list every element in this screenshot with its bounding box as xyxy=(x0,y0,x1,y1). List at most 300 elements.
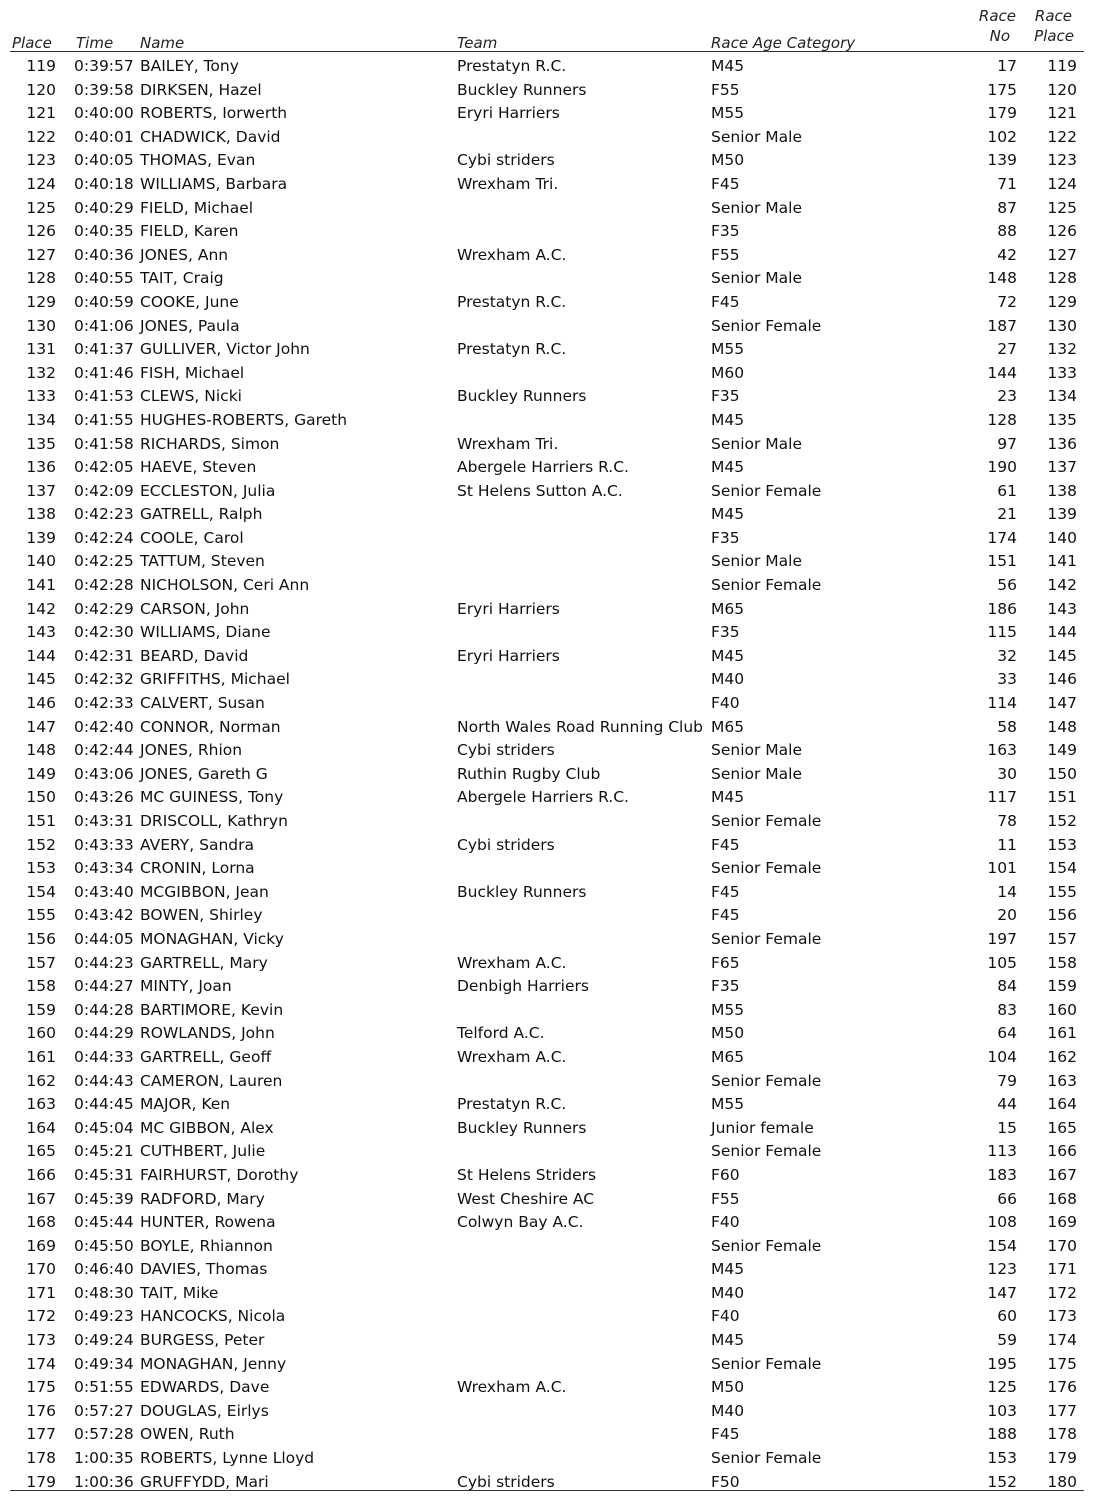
name-cell: TATTUM, Steven xyxy=(140,552,265,571)
time-cell: 0:40:05 xyxy=(74,151,134,170)
race-no-cell: 21 xyxy=(997,505,1017,524)
category-cell: F45 xyxy=(711,835,740,854)
table-row xyxy=(0,101,1095,125)
race-no-cell: 183 xyxy=(987,1165,1017,1184)
race-no-cell: 60 xyxy=(997,1307,1017,1326)
time-cell: 0:42:24 xyxy=(74,528,134,547)
race-place-cell: 180 xyxy=(1047,1472,1077,1491)
race-no-cell: 117 xyxy=(987,788,1017,807)
time-cell: 0:43:40 xyxy=(74,882,134,901)
race-no-cell: 115 xyxy=(987,623,1017,642)
time-cell: 0:42:09 xyxy=(74,481,134,500)
category-cell: Senior Female xyxy=(711,859,822,878)
race-no-cell: 125 xyxy=(987,1378,1017,1397)
time-cell: 0:41:58 xyxy=(74,434,134,453)
race-place-cell: 160 xyxy=(1047,1000,1077,1019)
footer-divider xyxy=(10,1490,1084,1491)
name-cell: GRUFFYDD, Mari xyxy=(140,1472,269,1491)
category-cell: F55 xyxy=(711,1189,740,1208)
table-row xyxy=(0,361,1095,385)
time-cell: 0:49:34 xyxy=(74,1354,134,1373)
team-cell: Eryri Harriers xyxy=(457,104,560,123)
place-cell: 126 xyxy=(26,222,56,241)
team-cell: St Helens Sutton A.C. xyxy=(457,481,623,500)
category-cell: M40 xyxy=(711,1401,745,1420)
category-cell: Senior Male xyxy=(711,741,803,760)
time-cell: 0:46:40 xyxy=(74,1260,134,1279)
race-place-cell: 142 xyxy=(1047,576,1077,595)
place-cell: 153 xyxy=(26,859,56,878)
time-cell: 0:43:34 xyxy=(74,859,134,878)
time-cell: 0:44:33 xyxy=(74,1047,134,1066)
category-cell: M45 xyxy=(711,505,745,524)
category-cell: Senior Male xyxy=(711,552,803,571)
place-cell: 131 xyxy=(26,340,56,359)
race-place-cell: 127 xyxy=(1047,245,1077,264)
name-cell: WILLIAMS, Diane xyxy=(140,623,271,642)
race-no-cell: 113 xyxy=(987,1142,1017,1161)
category-cell: Junior female xyxy=(711,1118,814,1137)
team-cell: Ruthin Rugby Club xyxy=(457,764,601,783)
race-no-cell: 33 xyxy=(997,670,1017,689)
time-cell: 0:44:28 xyxy=(74,1000,134,1019)
race-no-cell: 20 xyxy=(997,906,1017,925)
table-row xyxy=(0,903,1095,927)
time-cell: 1:00:35 xyxy=(74,1449,134,1468)
table-row xyxy=(0,927,1095,951)
table-row xyxy=(0,408,1095,432)
team-cell: Wrexham A.C. xyxy=(457,1047,567,1066)
race-no-cell: 151 xyxy=(987,552,1017,571)
time-cell: 1:00:36 xyxy=(74,1472,134,1491)
category-cell: Senior Male xyxy=(711,127,803,146)
category-cell: F45 xyxy=(711,882,740,901)
place-cell: 125 xyxy=(26,198,56,217)
table-row xyxy=(0,1021,1095,1045)
team-cell: Cybi striders xyxy=(457,1472,555,1491)
name-cell: MONAGHAN, Vicky xyxy=(140,929,284,948)
race-no-cell: 56 xyxy=(997,576,1017,595)
table-row xyxy=(0,1210,1095,1234)
table-row xyxy=(0,1234,1095,1258)
team-cell: Buckley Runners xyxy=(457,1118,587,1137)
race-no-cell: 179 xyxy=(987,104,1017,123)
category-cell: F55 xyxy=(711,80,740,99)
table-row xyxy=(0,78,1095,102)
race-place-cell: 120 xyxy=(1047,80,1077,99)
race-no-cell: 186 xyxy=(987,599,1017,618)
category-cell: M55 xyxy=(711,1000,745,1019)
place-cell: 150 xyxy=(26,788,56,807)
time-cell: 0:39:57 xyxy=(74,57,134,75)
race-no-cell: 188 xyxy=(987,1425,1017,1444)
category-cell: F60 xyxy=(711,1165,740,1184)
category-cell: M40 xyxy=(711,670,745,689)
table-row xyxy=(0,1257,1095,1281)
race-place-cell: 164 xyxy=(1047,1095,1077,1114)
race-place-cell: 158 xyxy=(1047,953,1077,972)
time-cell: 0:41:53 xyxy=(74,387,134,406)
time-cell: 0:42:05 xyxy=(74,458,134,477)
team-cell: Telford A.C. xyxy=(457,1024,545,1043)
time-cell: 0:49:24 xyxy=(74,1331,134,1350)
team-cell: Wrexham A.C. xyxy=(457,953,567,972)
name-cell: CARSON, John xyxy=(140,599,250,618)
time-cell: 0:51:55 xyxy=(74,1378,134,1397)
team-cell: Prestatyn R.C. xyxy=(457,1095,567,1114)
name-cell: NICHOLSON, Ceri Ann xyxy=(140,576,310,595)
table-row xyxy=(0,785,1095,809)
table-row xyxy=(0,998,1095,1022)
table-row xyxy=(0,337,1095,361)
race-no-cell: 84 xyxy=(997,977,1017,996)
category-cell: Senior Female xyxy=(711,1449,822,1468)
race-no-cell: 64 xyxy=(997,1024,1017,1043)
place-cell: 174 xyxy=(26,1354,56,1373)
race-place-cell: 147 xyxy=(1047,694,1077,713)
time-cell: 0:40:00 xyxy=(74,104,134,123)
time-cell: 0:45:21 xyxy=(74,1142,134,1161)
time-cell: 0:40:18 xyxy=(74,174,134,193)
table-row xyxy=(0,833,1095,857)
race-no-cell: 104 xyxy=(987,1047,1017,1066)
race-no-cell: 175 xyxy=(987,80,1017,99)
place-cell: 154 xyxy=(26,882,56,901)
time-cell: 0:42:33 xyxy=(74,694,134,713)
time-cell: 0:44:43 xyxy=(74,1071,134,1090)
time-cell: 0:40:59 xyxy=(74,292,134,311)
name-cell: JONES, Ann xyxy=(140,245,229,264)
race-place-cell: 146 xyxy=(1047,670,1077,689)
name-cell: GARTRELL, Geoff xyxy=(140,1047,272,1066)
name-cell: TAIT, Craig xyxy=(140,269,224,288)
category-cell: F35 xyxy=(711,222,740,241)
race-no-cell: 114 xyxy=(987,694,1017,713)
race-no-cell: 108 xyxy=(987,1213,1017,1232)
time-cell: 0:57:27 xyxy=(74,1401,134,1420)
name-cell: MC GIBBON, Alex xyxy=(140,1118,274,1137)
race-no-cell: 154 xyxy=(987,1236,1017,1255)
race-place-cell: 126 xyxy=(1047,222,1077,241)
table-row xyxy=(0,597,1095,621)
header-team: Team xyxy=(457,34,498,52)
race-place-cell: 172 xyxy=(1047,1283,1077,1302)
race-place-cell: 167 xyxy=(1047,1165,1077,1184)
race-place-cell: 151 xyxy=(1047,788,1077,807)
time-cell: 0:45:31 xyxy=(74,1165,134,1184)
race-place-cell: 145 xyxy=(1047,646,1077,665)
category-cell: M45 xyxy=(711,57,745,75)
race-place-cell: 170 xyxy=(1047,1236,1077,1255)
place-cell: 146 xyxy=(26,694,56,713)
category-cell: M50 xyxy=(711,1378,745,1397)
table-row xyxy=(0,125,1095,149)
time-cell: 0:49:23 xyxy=(74,1307,134,1326)
race-no-cell: 187 xyxy=(987,316,1017,335)
category-cell: Senior Female xyxy=(711,576,822,595)
name-cell: ROWLANDS, John xyxy=(140,1024,275,1043)
category-cell: F45 xyxy=(711,292,740,311)
team-cell: Prestatyn R.C. xyxy=(457,57,567,75)
table-row xyxy=(0,526,1095,550)
place-cell: 164 xyxy=(26,1118,56,1137)
table-row xyxy=(0,1422,1095,1446)
race-no-cell: 190 xyxy=(987,458,1017,477)
place-cell: 152 xyxy=(26,835,56,854)
table-row xyxy=(0,172,1095,196)
category-cell: M55 xyxy=(711,340,745,359)
team-cell: Wrexham Tri. xyxy=(457,434,559,453)
table-row xyxy=(0,1092,1095,1116)
race-place-cell: 163 xyxy=(1047,1071,1077,1090)
category-cell: M45 xyxy=(711,458,745,477)
race-no-cell: 163 xyxy=(987,741,1017,760)
place-cell: 136 xyxy=(26,458,56,477)
time-cell: 0:43:31 xyxy=(74,812,134,830)
name-cell: MINTY, Joan xyxy=(140,977,232,996)
name-cell: BARTIMORE, Kevin xyxy=(140,1000,284,1019)
name-cell: OWEN, Ruth xyxy=(140,1425,235,1444)
place-cell: 134 xyxy=(26,410,56,429)
race-place-cell: 122 xyxy=(1047,127,1077,146)
team-cell: St Helens Striders xyxy=(457,1165,597,1184)
place-cell: 135 xyxy=(26,434,56,453)
race-no-cell: 32 xyxy=(997,646,1017,665)
time-cell: 0:44:27 xyxy=(74,977,134,996)
time-cell: 0:43:26 xyxy=(74,788,134,807)
race-place-cell: 123 xyxy=(1047,151,1077,170)
table-row xyxy=(0,620,1095,644)
table-row xyxy=(0,148,1095,172)
name-cell: BAILEY, Tony xyxy=(140,57,239,75)
category-cell: Senior Male xyxy=(711,198,803,217)
race-no-cell: 14 xyxy=(997,882,1017,901)
category-cell: F35 xyxy=(711,387,740,406)
race-no-cell: 147 xyxy=(987,1283,1017,1302)
team-cell: Buckley Runners xyxy=(457,387,587,406)
time-cell: 0:41:55 xyxy=(74,410,134,429)
category-cell: M40 xyxy=(711,1283,745,1302)
race-place-cell: 165 xyxy=(1047,1118,1077,1137)
table-row xyxy=(0,1304,1095,1328)
race-place-cell: 161 xyxy=(1047,1024,1077,1043)
race-no-cell: 42 xyxy=(997,245,1017,264)
category-cell: Senior Female xyxy=(711,929,822,948)
table-row xyxy=(0,1281,1095,1305)
race-no-cell: 101 xyxy=(987,859,1017,878)
category-cell: Senior Female xyxy=(711,1354,822,1373)
category-cell: Senior Female xyxy=(711,1236,822,1255)
name-cell: GULLIVER, Victor John xyxy=(140,340,310,359)
place-cell: 171 xyxy=(26,1283,56,1302)
name-cell: MCGIBBON, Jean xyxy=(140,882,269,901)
time-cell: 0:44:29 xyxy=(74,1024,134,1043)
place-cell: 166 xyxy=(26,1165,56,1184)
place-cell: 163 xyxy=(26,1095,56,1114)
race-place-cell: 169 xyxy=(1047,1213,1077,1232)
name-cell: WILLIAMS, Barbara xyxy=(140,174,288,193)
name-cell: CALVERT, Susan xyxy=(140,694,265,713)
name-cell: TAIT, Mike xyxy=(140,1283,219,1302)
table-row xyxy=(0,644,1095,668)
table-row xyxy=(0,243,1095,267)
team-cell: Cybi striders xyxy=(457,835,555,854)
table-row xyxy=(0,219,1095,243)
name-cell: AVERY, Sandra xyxy=(140,835,254,854)
race-place-cell: 166 xyxy=(1047,1142,1077,1161)
category-cell: F65 xyxy=(711,953,740,972)
race-place-cell: 162 xyxy=(1047,1047,1077,1066)
table-row xyxy=(0,196,1095,220)
time-cell: 0:57:28 xyxy=(74,1425,134,1444)
place-cell: 148 xyxy=(26,741,56,760)
category-cell: F45 xyxy=(711,1425,740,1444)
category-cell: Senior Female xyxy=(711,1071,822,1090)
place-cell: 157 xyxy=(26,953,56,972)
name-cell: CHADWICK, David xyxy=(140,127,281,146)
team-cell: Wrexham A.C. xyxy=(457,245,567,264)
table-row xyxy=(0,1069,1095,1093)
race-place-cell: 148 xyxy=(1047,717,1077,736)
time-cell: 0:42:30 xyxy=(74,623,134,642)
category-cell: M55 xyxy=(711,104,745,123)
place-cell: 177 xyxy=(26,1425,56,1444)
place-cell: 176 xyxy=(26,1401,56,1420)
name-cell: COOKE, June xyxy=(140,292,239,311)
time-cell: 0:45:44 xyxy=(74,1213,134,1232)
place-cell: 142 xyxy=(26,599,56,618)
race-no-cell: 88 xyxy=(997,222,1017,241)
time-cell: 0:45:50 xyxy=(74,1236,134,1255)
name-cell: EDWARDS, Dave xyxy=(140,1378,270,1397)
race-place-cell: 130 xyxy=(1047,316,1077,335)
name-cell: FIELD, Karen xyxy=(140,222,239,241)
race-place-cell: 135 xyxy=(1047,410,1077,429)
table-row xyxy=(0,1352,1095,1376)
name-cell: BOYLE, Rhiannon xyxy=(140,1236,273,1255)
time-cell: 0:48:30 xyxy=(74,1283,134,1302)
table-row xyxy=(0,1163,1095,1187)
table-row xyxy=(0,715,1095,739)
table-row xyxy=(0,549,1095,573)
race-no-cell: 153 xyxy=(987,1449,1017,1468)
category-cell: F50 xyxy=(711,1472,740,1491)
place-cell: 127 xyxy=(26,245,56,264)
header-race-age-category: Race Age Category xyxy=(711,34,856,52)
name-cell: HAEVE, Steven xyxy=(140,458,257,477)
race-place-cell: 139 xyxy=(1047,505,1077,524)
team-cell: Wrexham Tri. xyxy=(457,174,559,193)
race-place-cell: 125 xyxy=(1047,198,1077,217)
place-cell: 159 xyxy=(26,1000,56,1019)
race-no-cell: 123 xyxy=(987,1260,1017,1279)
place-cell: 161 xyxy=(26,1047,56,1066)
table-row xyxy=(0,573,1095,597)
category-cell: M60 xyxy=(711,363,745,382)
place-cell: 165 xyxy=(26,1142,56,1161)
race-place-cell: 129 xyxy=(1047,292,1077,311)
name-cell: GRIFFITHS, Michael xyxy=(140,670,290,689)
race-no-cell: 148 xyxy=(987,269,1017,288)
time-cell: 0:43:42 xyxy=(74,906,134,925)
category-cell: F45 xyxy=(711,906,740,925)
race-no-cell: 11 xyxy=(997,835,1017,854)
race-place-cell: 154 xyxy=(1047,859,1077,878)
name-cell: ROBERTS, Lynne Lloyd xyxy=(140,1449,315,1468)
header-race-place-line2: Place xyxy=(1034,27,1074,45)
place-cell: 162 xyxy=(26,1071,56,1090)
category-cell: M50 xyxy=(711,151,745,170)
race-no-cell: 58 xyxy=(997,717,1017,736)
table-row xyxy=(0,266,1095,290)
race-no-cell: 71 xyxy=(997,174,1017,193)
table-row xyxy=(0,809,1095,833)
race-no-cell: 83 xyxy=(997,1000,1017,1019)
name-cell: ROBERTS, Iorwerth xyxy=(140,104,288,123)
name-cell: HANCOCKS, Nicola xyxy=(140,1307,286,1326)
category-cell: M65 xyxy=(711,599,745,618)
category-cell: Senior Male xyxy=(711,434,803,453)
race-place-cell: 157 xyxy=(1047,929,1077,948)
place-cell: 178 xyxy=(26,1449,56,1468)
time-cell: 0:44:23 xyxy=(74,953,134,972)
race-no-cell: 197 xyxy=(987,929,1017,948)
name-cell: CLEWS, Nicki xyxy=(140,387,242,406)
category-cell: F40 xyxy=(711,1213,740,1232)
race-place-cell: 128 xyxy=(1047,269,1077,288)
table-row xyxy=(0,667,1095,691)
place-cell: 156 xyxy=(26,929,56,948)
name-cell: CONNOR, Norman xyxy=(140,717,281,736)
place-cell: 155 xyxy=(26,906,56,925)
race-place-cell: 159 xyxy=(1047,977,1077,996)
category-cell: M45 xyxy=(711,646,745,665)
category-cell: M45 xyxy=(711,1260,745,1279)
category-cell: M45 xyxy=(711,788,745,807)
category-cell: M65 xyxy=(711,717,745,736)
time-cell: 0:40:36 xyxy=(74,245,134,264)
race-no-cell: 27 xyxy=(997,340,1017,359)
race-place-cell: 132 xyxy=(1047,340,1077,359)
race-place-cell: 153 xyxy=(1047,835,1077,854)
place-cell: 119 xyxy=(26,57,56,75)
category-cell: M45 xyxy=(711,410,745,429)
category-cell: Senior Female xyxy=(711,812,822,830)
place-cell: 128 xyxy=(26,269,56,288)
place-cell: 132 xyxy=(26,363,56,382)
results-table xyxy=(0,54,1095,1493)
category-cell: M50 xyxy=(711,1024,745,1043)
place-cell: 139 xyxy=(26,528,56,547)
place-cell: 169 xyxy=(26,1236,56,1255)
team-cell: Eryri Harriers xyxy=(457,646,560,665)
table-row xyxy=(0,691,1095,715)
race-place-cell: 178 xyxy=(1047,1425,1077,1444)
time-cell: 0:42:28 xyxy=(74,576,134,595)
race-place-cell: 168 xyxy=(1047,1189,1077,1208)
table-row xyxy=(0,1399,1095,1423)
race-no-cell: 195 xyxy=(987,1354,1017,1373)
time-cell: 0:40:35 xyxy=(74,222,134,241)
race-no-cell: 59 xyxy=(997,1331,1017,1350)
name-cell: GATRELL, Ralph xyxy=(140,505,263,524)
name-cell: FAIRHURST, Dorothy xyxy=(140,1165,299,1184)
name-cell: BURGESS, Peter xyxy=(140,1331,265,1350)
time-cell: 0:41:37 xyxy=(74,340,134,359)
place-cell: 172 xyxy=(26,1307,56,1326)
time-cell: 0:40:29 xyxy=(74,198,134,217)
race-no-cell: 152 xyxy=(987,1472,1017,1491)
